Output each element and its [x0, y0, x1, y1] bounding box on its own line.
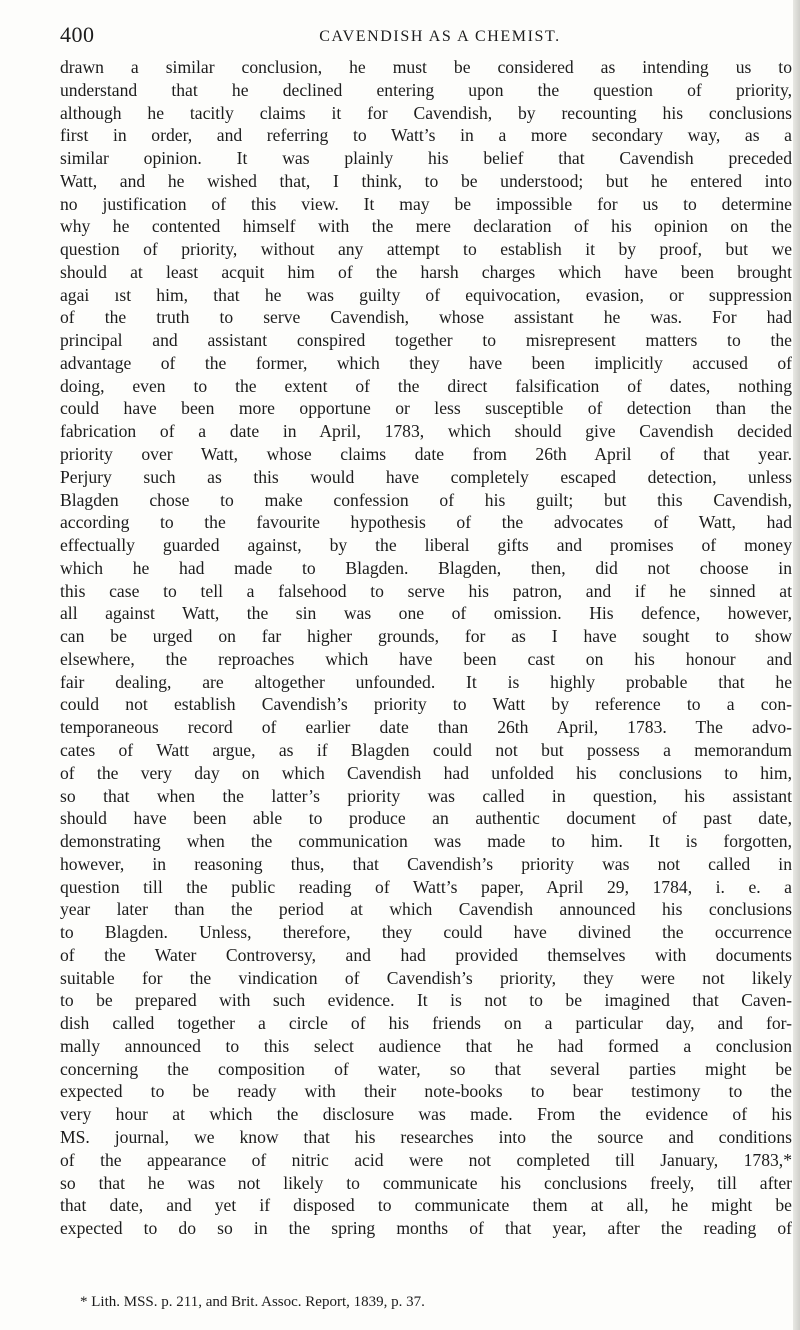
- text-line: very hour at which the disclosure was made. From the evidence of his: [60, 1104, 792, 1125]
- text-line: no justification of this view. It may be impossible for us to determine: [60, 193, 792, 214]
- text-line: all against Watt, the sin was one of omission. His defence, however,: [60, 603, 792, 624]
- text-line: however, in reasoning thus, that Cavendish’s priority was not called in: [60, 853, 792, 874]
- text-line: understand that he declined entering upon the question of priority,: [60, 79, 792, 100]
- text-line: this case to tell a falsehood to serve his patron, and if he sinned at: [60, 580, 792, 601]
- text-line: advantage of the former, which they have been implicitly accused of: [60, 352, 792, 373]
- footnote: * Lith. MSS. p. 211, and Brit. Assoc. Report, 1839, p. 37.: [80, 1294, 425, 1310]
- body-text: [60, 56, 792, 1240]
- text-line: so that he was not likely to communicate his conclusions freely, till after: [60, 1172, 792, 1193]
- text-line: year later than the period at which Cavendish announced his conclusions: [60, 899, 792, 920]
- text-line: to be prepared with such evidence. It is not to be imagined that Caven-: [60, 990, 792, 1011]
- text-line: suitable for the vindication of Cavendish’s priority, they were not likely: [60, 967, 792, 988]
- text-line: agai ıst him, that he was guilty of equivocation, evasion, or suppression: [60, 284, 792, 305]
- text-line: MS. journal, we know that his researches into the source and conditions: [60, 1126, 792, 1147]
- page-number: 400: [60, 22, 95, 47]
- page-edge-shadow: [793, 0, 800, 1330]
- text-line: that date, and yet if disposed to communicate them at all, he might be: [60, 1195, 792, 1216]
- text-line: which he had made to Blagden. Blagden, then, did not choose in: [60, 557, 792, 578]
- text-line: mally announced to this select audience that he had formed a conclusion: [60, 1035, 792, 1056]
- text-line: principal and assistant conspired together to misrepresent matters to the: [60, 330, 792, 351]
- text-line: of the appearance of nitric acid were not completed till January, 1783,*: [60, 1149, 792, 1170]
- text-line: question of priority, without any attempt to establish it by proof, but we: [60, 239, 792, 260]
- text-line: priority over Watt, whose claims date from 26th April of that year.: [60, 444, 792, 465]
- text-line: can be urged on far higher grounds, for as I have sought to show: [60, 626, 792, 647]
- text-line: dish called together a circle of his friends on a particular day, and for-: [60, 1013, 792, 1034]
- text-line: why he contented himself with the mere declaration of his opinion on the: [60, 216, 792, 237]
- text-line: demonstrating when the communication was made to him. It is forgotten,: [60, 831, 792, 852]
- text-line: expected to be ready with their note-books to bear testimony to the: [60, 1081, 792, 1102]
- text-line: according to the favourite hypothesis of the advocates of Watt, had: [60, 512, 792, 533]
- text-line: temporaneous record of earlier date than 26th April, 1783. The advo-: [60, 717, 792, 738]
- text-line: should have been able to produce an authentic document of past date,: [60, 808, 792, 829]
- page-header: [60, 20, 760, 52]
- running-head: CAVENDISH AS A CHEMIST.: [319, 28, 561, 45]
- text-line: could not establish Cavendish’s priority to Watt by reference to a con-: [60, 694, 792, 715]
- text-line: drawn a similar conclusion, he must be considered as intending us to: [60, 57, 792, 77]
- text-line: fair dealing, are altogether unfounded. It is highly probable that he: [60, 671, 792, 692]
- text-line: fabrication of a date in April, 1783, which should give Cavendish decided: [60, 421, 792, 442]
- text-line: expected to do so in the spring months of that year, after the reading of: [60, 1218, 792, 1239]
- text-line: Watt, and he wished that, I think, to be understood; but he entered into: [60, 170, 792, 191]
- text-line: question till the public reading of Watt’s paper, April 29, 1784, i. e. a: [60, 876, 792, 897]
- text-line: Blagden chose to make confession of his guilt; but this Cavendish,: [60, 489, 792, 510]
- text-line: to Blagden. Unless, therefore, they could have divined the occurrence: [60, 922, 792, 943]
- text-line: first in order, and referring to Watt’s in a more secondary way, as a: [60, 125, 792, 146]
- text-line: of the very day on which Cavendish had unfolded his conclusions to him,: [60, 762, 792, 783]
- text-line: concerning the composition of water, so that several parties might be: [60, 1058, 792, 1079]
- text-line: of the truth to serve Cavendish, whose assistant he was. For had: [60, 307, 792, 328]
- text-line: so that when the latter’s priority was called in question, his assistant: [60, 785, 792, 806]
- text-line: although he tacitly claims it for Cavendish, by recounting his conclusions: [60, 102, 792, 123]
- text-line: elsewhere, the reproaches which have been cast on his honour and: [60, 648, 792, 669]
- text-line: similar opinion. It was plainly his belief that Cavendish preceded: [60, 148, 792, 169]
- text-line: Perjury such as this would have completely escaped detection, unless: [60, 466, 792, 487]
- text-line: should at least acquit him of the harsh charges which have been brought: [60, 261, 792, 282]
- text-line: could have been more opportune or less susceptible of detection than the: [60, 398, 792, 419]
- text-line: of the Water Controversy, and had provided themselves with documents: [60, 944, 792, 965]
- text-line: doing, even to the extent of the direct falsification of dates, nothing: [60, 375, 792, 396]
- text-line: cates of Watt argue, as if Blagden could not but possess a memorandum: [60, 739, 792, 760]
- text-line: effectually guarded against, by the liberal gifts and promises of money: [60, 535, 792, 556]
